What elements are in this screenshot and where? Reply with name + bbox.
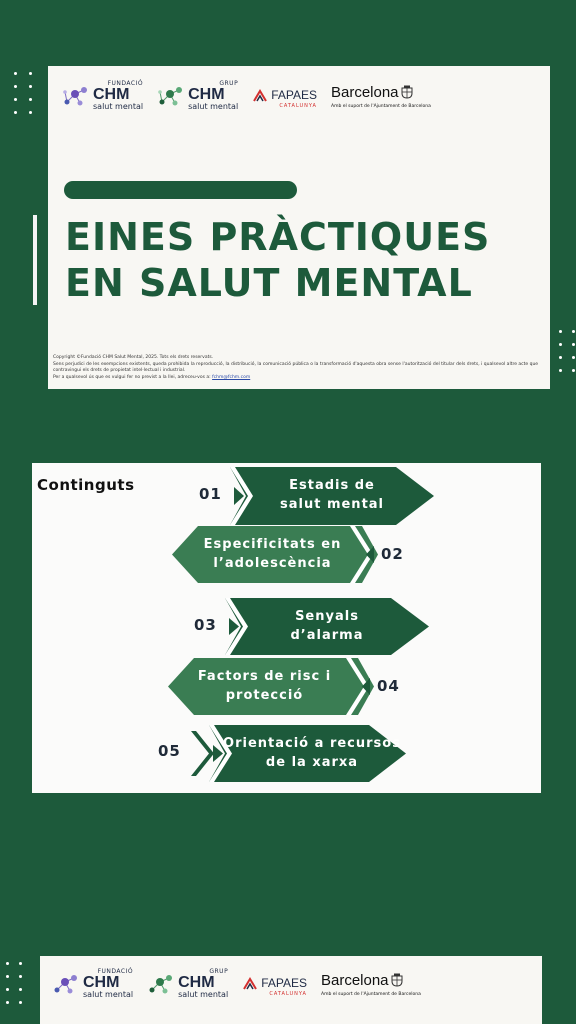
- fapaes-logo: [242, 972, 307, 997]
- decorative-dots-top-left: [14, 72, 32, 114]
- fundacio-chm-logo: [52, 969, 133, 999]
- barcelona-label: Barcelona: [320, 971, 389, 989]
- contents-item-01[interactable]: [200, 467, 435, 525]
- contents-item-number: 02: [381, 545, 404, 563]
- partner-logos: [62, 74, 431, 118]
- decorative-dots-right: [559, 330, 575, 372]
- accent-vertical-line: [33, 215, 37, 305]
- molecule-icon: [52, 970, 80, 998]
- contact-email-link[interactable]: fchm@fchm.com: [212, 374, 251, 380]
- barcelona-label: Barcelona: [330, 83, 399, 101]
- contents-item-label: Estadis de salut mental: [279, 478, 385, 512]
- contents-item-02[interactable]: [172, 526, 380, 583]
- contents-item-number: 04: [377, 677, 400, 695]
- barcelona-support-label: Amb el suport de l'Ajuntament de Barcelona: [330, 103, 431, 109]
- fapaes-label: FAPAES: [261, 975, 307, 990]
- copyright-line-2: Sens perjudici de les exempcions existents, queda prohibida la reproducció, la distribució, la comunicació pública o la transformació d'aquesta obra sense l'autorització del titular dels drets, i qualsevol altre acte que contravingui els drets de propietat intel·lectual i industrial.: [53, 361, 539, 373]
- fundacio-chm-logo: [62, 81, 143, 111]
- molecule-icon: [147, 970, 175, 998]
- contents-item-label: Especificitats en l’adolescència: [203, 537, 342, 571]
- fapaes-mark-icon: [252, 89, 268, 103]
- chm-label: CHM: [83, 974, 120, 991]
- barcelona-support-label: Amb el suport de l'Ajuntament de Barcelona: [320, 991, 421, 997]
- chm-label: CHM: [93, 86, 130, 103]
- contents-item-number: 01: [199, 485, 222, 503]
- grup-chm-logo: [147, 969, 228, 999]
- copyright-line-3: Per a qualsevol ús que es vulgui fer no previst a la llei, adreceu-vos a:: [53, 374, 211, 380]
- page-title: [65, 214, 490, 306]
- title-line-1: EINES PRÀCTIQUES: [65, 215, 491, 259]
- contents-item-number: 05: [158, 742, 181, 760]
- title-line-2: EN SALUT MENTAL: [65, 261, 473, 305]
- decorative-dots-bottom-left: [6, 962, 22, 1004]
- fundacio-label: FUNDACIÓ: [107, 80, 144, 87]
- partner-logos: [52, 962, 421, 1006]
- catalunya-label: CATALUNYA: [279, 102, 317, 109]
- copyright-notice: [53, 355, 545, 381]
- fundacio-label: FUNDACIÓ: [97, 968, 134, 975]
- grup-label: GRUP: [219, 80, 239, 87]
- contents-heading: Continguts: [37, 476, 135, 494]
- barcelona-logo: [321, 972, 421, 997]
- contents-item-label: Senyals d’alarma: [290, 609, 364, 643]
- molecule-icon: [157, 82, 185, 110]
- molecule-icon: [62, 82, 90, 110]
- contents-card: [32, 463, 541, 793]
- fapaes-label: FAPAES: [271, 87, 317, 102]
- barcelona-logo: [331, 84, 431, 109]
- salut-mental-label: salut mental: [178, 990, 229, 999]
- coat-of-arms-icon: [401, 85, 413, 99]
- salut-mental-label: salut mental: [83, 990, 134, 999]
- grup-label: GRUP: [209, 968, 229, 975]
- coat-of-arms-icon: [391, 973, 403, 987]
- salut-mental-label: salut mental: [188, 102, 239, 111]
- salut-mental-label: salut mental: [93, 102, 144, 111]
- contents-item-number: 03: [194, 616, 217, 634]
- cover-card: [48, 66, 550, 389]
- footer-logos-card: [40, 956, 542, 1024]
- catalunya-label: CATALUNYA: [269, 990, 307, 997]
- chm-label: CHM: [188, 86, 225, 103]
- chm-label: CHM: [178, 974, 215, 991]
- contents-item-05[interactable]: [187, 725, 407, 782]
- copyright-line-1: Copyright ©Fundació CHM Salut Mental, 2025. Tots els drets reservats.: [53, 355, 214, 360]
- title-accent-bar: [64, 181, 297, 199]
- contents-item-label: Factors de risc i protecció: [197, 669, 332, 703]
- fapaes-mark-icon: [242, 977, 258, 991]
- contents-item-04[interactable]: [168, 658, 376, 715]
- contents-item-03[interactable]: [195, 598, 430, 655]
- contents-item-label: Orientació a recursos de la xarxa: [223, 736, 401, 770]
- fapaes-logo: [252, 84, 317, 109]
- grup-chm-logo: [157, 81, 238, 111]
